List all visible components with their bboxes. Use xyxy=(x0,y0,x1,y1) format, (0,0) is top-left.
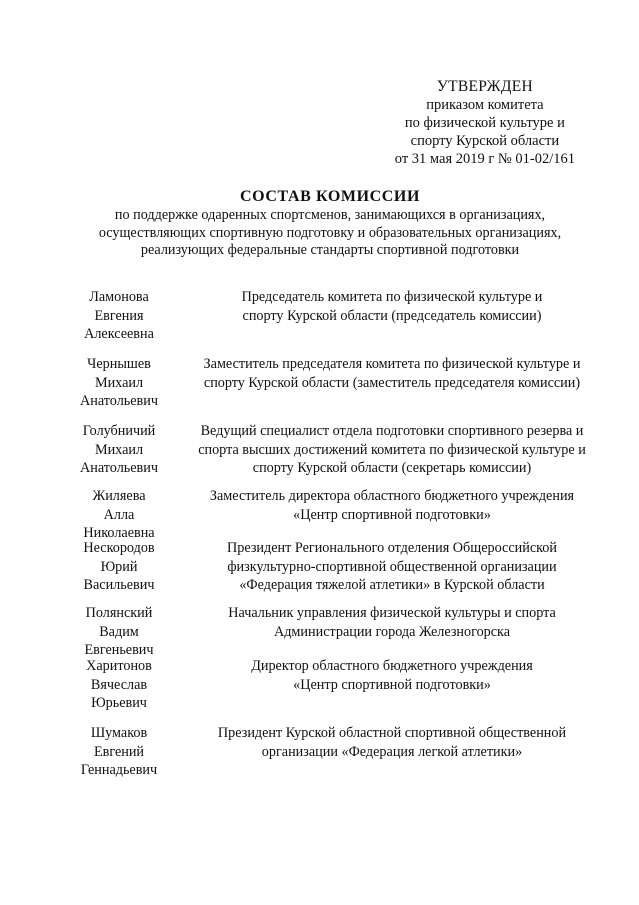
member-role-line: Президент Регионального отделения Общероссийской xyxy=(227,540,557,556)
member-role-line: «Центр спортивной подготовки» xyxy=(293,506,491,523)
member-role-line: «Федерация тяжелой атлетики» в Курской области xyxy=(239,577,545,594)
member-role xyxy=(172,288,612,325)
member-name xyxy=(66,355,172,411)
approval-heading: УТВЕРЖДЕН xyxy=(436,78,533,95)
approval-line: приказом комитета xyxy=(426,97,544,113)
member-surname: Голубничий xyxy=(82,423,156,439)
member-role xyxy=(172,355,612,392)
member-patronymic: Анатольевич xyxy=(80,393,158,410)
member-name xyxy=(66,604,172,660)
member-name xyxy=(66,724,172,780)
member-patronymic: Анатольевич xyxy=(80,460,158,477)
member-first-name: Юрий xyxy=(100,558,138,575)
member-patronymic: Геннадьевич xyxy=(80,762,158,779)
member-surname: Чернышев xyxy=(87,356,151,372)
title-block xyxy=(40,187,620,260)
member-surname: Нескородов xyxy=(83,540,155,556)
member-surname: Жиляева xyxy=(92,488,146,504)
member-role-line: Директор областного бюджетного учреждения xyxy=(251,658,533,674)
member-role xyxy=(172,657,612,694)
member-role-line: организации «Федерация легкой атлетики» xyxy=(261,743,523,760)
member-first-name: Алла xyxy=(103,506,135,523)
member-name xyxy=(66,422,172,478)
member-role xyxy=(172,487,612,524)
member-first-name: Михаил xyxy=(94,441,144,458)
document-subtitle-line: реализующих федеральные стандарты спортивной подготовки xyxy=(140,242,520,258)
member-role-line: «Центр спортивной подготовки» xyxy=(293,676,491,693)
member-role-line: Заместитель председателя комитета по физической культуре и xyxy=(203,356,581,372)
document-subtitle-line: по поддержке одаренных спортсменов, занимающихся в организациях, xyxy=(114,207,546,223)
member-surname: Ламонова xyxy=(89,289,149,305)
member-role-line: Президент Курской областной спортивной общественной xyxy=(217,725,567,741)
member-role-line: Начальник управления физической культуры и спорта xyxy=(228,605,556,621)
member-surname: Полянский xyxy=(85,605,153,621)
member-name xyxy=(66,487,172,543)
approval-stamp xyxy=(395,78,575,168)
member-name xyxy=(66,657,172,713)
member-patronymic: Васильевич xyxy=(83,577,155,594)
member-patronymic: Евгеньевич xyxy=(84,642,154,659)
member-role xyxy=(172,604,612,641)
member-role-line: спорту Курской области (заместитель председателя комиссии) xyxy=(203,374,581,391)
member-role-line: спорта высших достижений комитета по физической культуре и xyxy=(198,441,586,458)
approval-line: спорту Курской области xyxy=(410,133,560,149)
member-role-line: Председатель комитета по физической культуре и xyxy=(241,289,543,305)
member-patronymic: Николаевна xyxy=(83,525,155,542)
member-surname: Харитонов xyxy=(86,658,152,674)
document-subtitle-line: осуществляющих спортивную подготовку и образовательных организациях, xyxy=(98,224,562,241)
member-patronymic: Юрьевич xyxy=(91,695,147,712)
member-surname: Шумаков xyxy=(90,725,148,741)
member-role xyxy=(172,539,612,595)
document-title: СОСТАВ КОМИССИИ xyxy=(239,188,421,205)
member-role-line: спорту Курской области (председатель комиссии) xyxy=(242,307,542,324)
approval-order-number: от 31 мая 2019 г № 01-02/161 xyxy=(394,151,575,167)
approval-line: по физической культуре и xyxy=(404,115,565,131)
member-role xyxy=(172,724,612,761)
member-name xyxy=(66,288,172,344)
member-patronymic: Алексеевна xyxy=(84,326,154,343)
member-role xyxy=(172,422,612,478)
member-role-line: Заместитель директора областного бюджетного учреждения xyxy=(209,488,575,504)
member-first-name: Вячеслав xyxy=(90,676,148,693)
member-name xyxy=(66,539,172,595)
member-first-name: Вадим xyxy=(99,623,139,640)
member-first-name: Евгения xyxy=(94,307,144,324)
member-role-line: спорту Курской области (секретарь комиссии) xyxy=(252,460,532,477)
member-first-name: Евгений xyxy=(93,743,145,760)
member-role-line: физкультурно-спортивной общественной организации xyxy=(227,558,557,575)
member-role-line: Администрации города Железногорска xyxy=(273,623,511,640)
member-role-line: Ведущий специалист отдела подготовки спортивного резерва и xyxy=(200,423,584,439)
member-first-name: Михаил xyxy=(94,374,144,391)
